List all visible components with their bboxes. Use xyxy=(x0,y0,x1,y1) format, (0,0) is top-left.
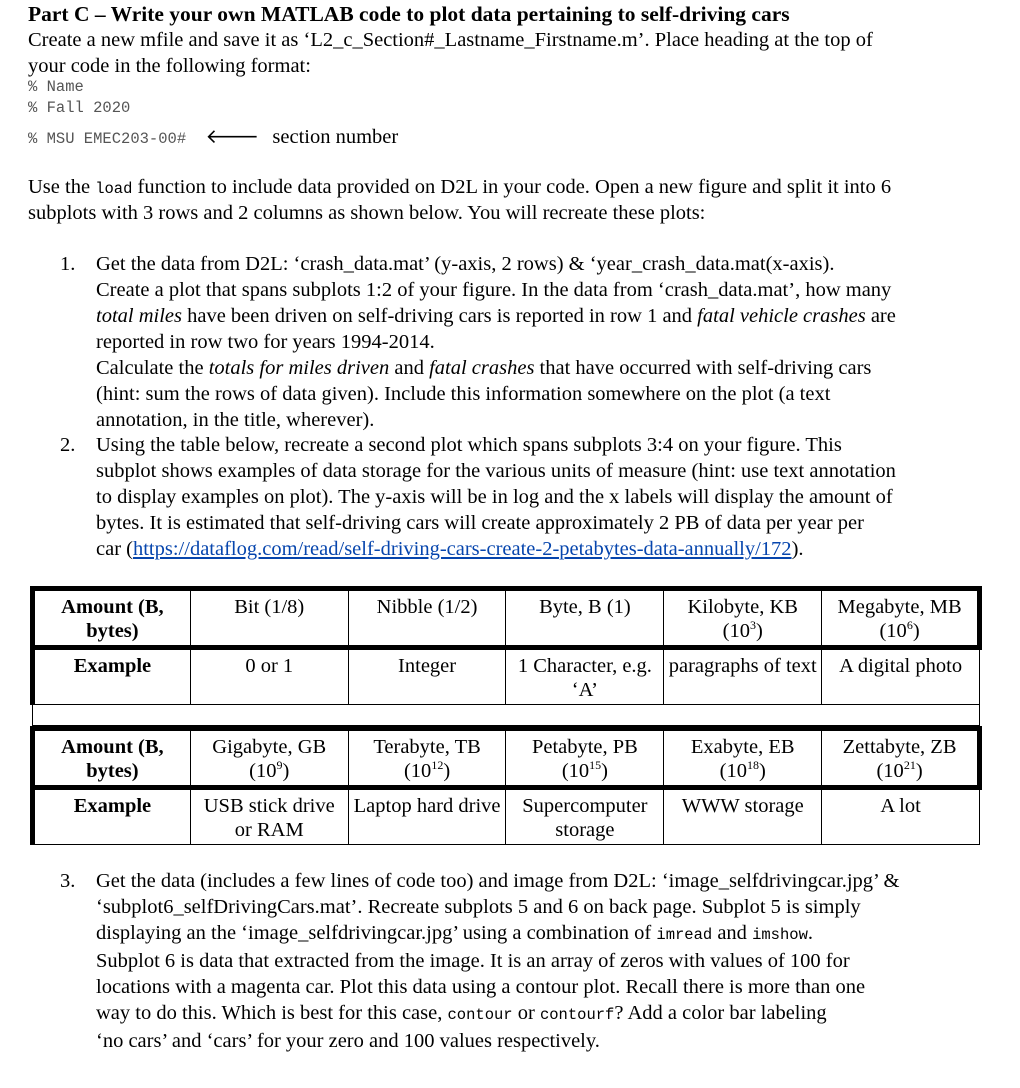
example-cell: A lot xyxy=(822,788,980,845)
unit-name: Gigabyte, GB xyxy=(212,736,327,758)
section-number-label: section number xyxy=(272,126,399,148)
unit-cell: Petabyte, PB $(10^{15})$ xyxy=(506,729,664,788)
example-cell: Supercomputer storage xyxy=(506,788,664,845)
item1-line: annotation, in the title, wherever). xyxy=(96,409,375,431)
row-label-example: Example xyxy=(33,788,191,845)
unit-cell: Megabyte, MB $(10^6)$ xyxy=(822,589,980,648)
example-cell: USB stick drive or RAM xyxy=(190,788,348,845)
example-cell: 1 Character, e.g. ‘A’ xyxy=(506,648,664,705)
item1-line: Get the data from D2L: ‘crash_data.mat’ (y-axis, 2 rows) & ‘year_crash_data.mat(x-axis). xyxy=(96,253,835,275)
item3-line: ‘no cars’ and ‘cars’ for your zero and 100 values respectively. xyxy=(96,1030,600,1052)
item3-line: locations with a magenta car. Plot this data using a contour plot. Recall there is more than one xyxy=(96,976,866,998)
unit-cell: Nibble (1/2) xyxy=(348,589,506,648)
item2-line: subplot shows examples of data storage for the various units of measure (hint: use text annotation xyxy=(96,460,896,482)
list-item-number: 3. xyxy=(60,870,76,892)
intro-line-2: your code in the following format: xyxy=(28,55,311,77)
item3-line: Subplot 6 is data that extracted from the image. It is an array of zeros with values of 100 for xyxy=(96,950,850,972)
item1-line: total miles have been driven on self-driving cars is reported in row 1 and fatal vehicle crashes are xyxy=(96,305,896,327)
unit-name: Petabyte, PB xyxy=(531,736,638,758)
example-cell: Laptop hard drive xyxy=(348,788,506,845)
part-c-heading: Part C – Write your own MATLAB code to plot data pertaining to self-driving cars xyxy=(28,2,790,26)
unit-exponent: 15 xyxy=(589,758,602,773)
unit-cell: Exabyte, EB $(10^{18})$ xyxy=(664,729,822,788)
row-label-amount: Amount (B, bytes) xyxy=(33,729,191,788)
unit-exponent: 21 xyxy=(903,758,916,773)
list-item-body xyxy=(96,432,976,562)
table-row xyxy=(33,788,980,845)
row-label-example: Example xyxy=(33,648,191,705)
dataflog-link[interactable]: https://dataflog.com/read/self-driving-cars-create-2-petabytes-data-annually/172 xyxy=(132,538,792,560)
left-arrow-icon: 🡐 xyxy=(205,124,260,148)
spacer-cell xyxy=(33,705,980,726)
example-cell: WWW storage xyxy=(664,788,822,845)
code-header-name: % Name xyxy=(28,78,84,96)
item2-line: Using the table below, recreate a second plot which spans subplots 3:4 on your figure. This xyxy=(96,434,842,456)
storage-units-table-1 xyxy=(30,586,982,726)
unit-cell: Bit (1/8) xyxy=(190,589,348,648)
item2-line: to display examples on plot). The y-axis will be in log and the x labels will display the amount of xyxy=(96,486,893,508)
item1-line: reported in row two for years 1994-2014. xyxy=(96,331,435,353)
intro-line-1: Create a new mfile and save it as ‘L2_c_Section#_Lastname_Firstname.m’. Place heading at the top of xyxy=(28,29,873,51)
table-row xyxy=(33,589,980,648)
link-suffix: ). xyxy=(791,538,804,560)
item3-line: displaying an the ‘image_selfdrivingcar.jpg’ using a combination of imread and imshow. xyxy=(96,922,813,944)
code-header-course: % MSU EMEC203-00# xyxy=(28,130,187,148)
table-row xyxy=(33,729,980,788)
list-item-body xyxy=(96,868,976,1054)
unit-exponent: 6 xyxy=(906,618,913,633)
unit-name: Terabyte, TB xyxy=(373,736,481,758)
unit-cell: Kilobyte, KB $(10^3)$ xyxy=(664,589,822,648)
item1-line: Calculate the totals for miles driven and fatal crashes that have occurred with self-driving cars xyxy=(96,357,872,379)
example-cell: A digital photo xyxy=(822,648,980,705)
code-header-term: % Fall 2020 xyxy=(28,99,131,117)
unit-cell: Byte, B (1) xyxy=(506,589,664,648)
example-cell: paragraphs of text xyxy=(664,648,822,705)
item1-line: Create a plot that spans subplots 1:2 of your figure. In the data from ‘crash_data.mat’, how many xyxy=(96,279,892,301)
code-header-course-row xyxy=(28,124,398,149)
example-cell: Integer xyxy=(348,648,506,705)
list-item-number: 1. xyxy=(60,253,76,275)
load-paragraph-line-1 xyxy=(28,174,891,202)
row-label-amount: Amount (B, bytes) xyxy=(33,589,191,648)
table-row xyxy=(33,648,980,705)
unit-exponent: 3 xyxy=(749,618,756,633)
example-cell: 0 or 1 xyxy=(190,648,348,705)
load-code: load xyxy=(95,180,133,198)
unit-name: Exabyte, EB xyxy=(690,736,795,758)
load-paragraph-line-2: subplots with 3 rows and 2 columns as shown below. You will recreate these plots: xyxy=(28,202,706,224)
item1-line: (hint: sum the rows of data given). Include this information somewhere on the plot (a text xyxy=(96,383,831,405)
unit-cell: Gigabyte, GB $(10^9)$ xyxy=(190,729,348,788)
unit-exponent: 18 xyxy=(746,758,759,773)
item2-line xyxy=(96,536,976,562)
table-spacer-row xyxy=(33,705,980,726)
storage-units-table-2 xyxy=(30,726,982,845)
item3-line: ‘subplot6_selfDrivingCars.mat’. Recreate subplots 5 and 6 on back page. Subplot 5 is simply xyxy=(96,896,861,918)
unit-name: Kilobyte, KB xyxy=(687,596,798,618)
unit-exponent: 12 xyxy=(431,758,444,773)
unit-name: Megabyte, MB xyxy=(837,596,962,618)
list-item-number: 2. xyxy=(60,434,76,456)
item2-line: bytes. It is estimated that self-driving cars will create approximately 2 PB of data per year per xyxy=(96,512,864,534)
unit-cell: Terabyte, TB $(10^{12})$ xyxy=(348,729,506,788)
unit-name: Zettabyte, ZB xyxy=(842,736,957,758)
unit-cell: Zettabyte, ZB $(10^{21})$ xyxy=(822,729,980,788)
list-item-body xyxy=(96,251,976,433)
item3-line: way to do this. Which is best for this case, contour or contourf? Add a color bar labeling xyxy=(96,1002,827,1024)
item3-line: Get the data (includes a few lines of code too) and image from D2L: ‘image_selfdrivingcar.jpg’ & xyxy=(96,870,900,892)
load-text-post: function to include data provided on D2L in your code. Open a new figure and split it into 6 xyxy=(132,176,892,198)
link-prefix: car ( xyxy=(96,538,133,560)
load-text-pre: Use the xyxy=(28,176,96,198)
unit-exponent: 9 xyxy=(276,758,283,773)
